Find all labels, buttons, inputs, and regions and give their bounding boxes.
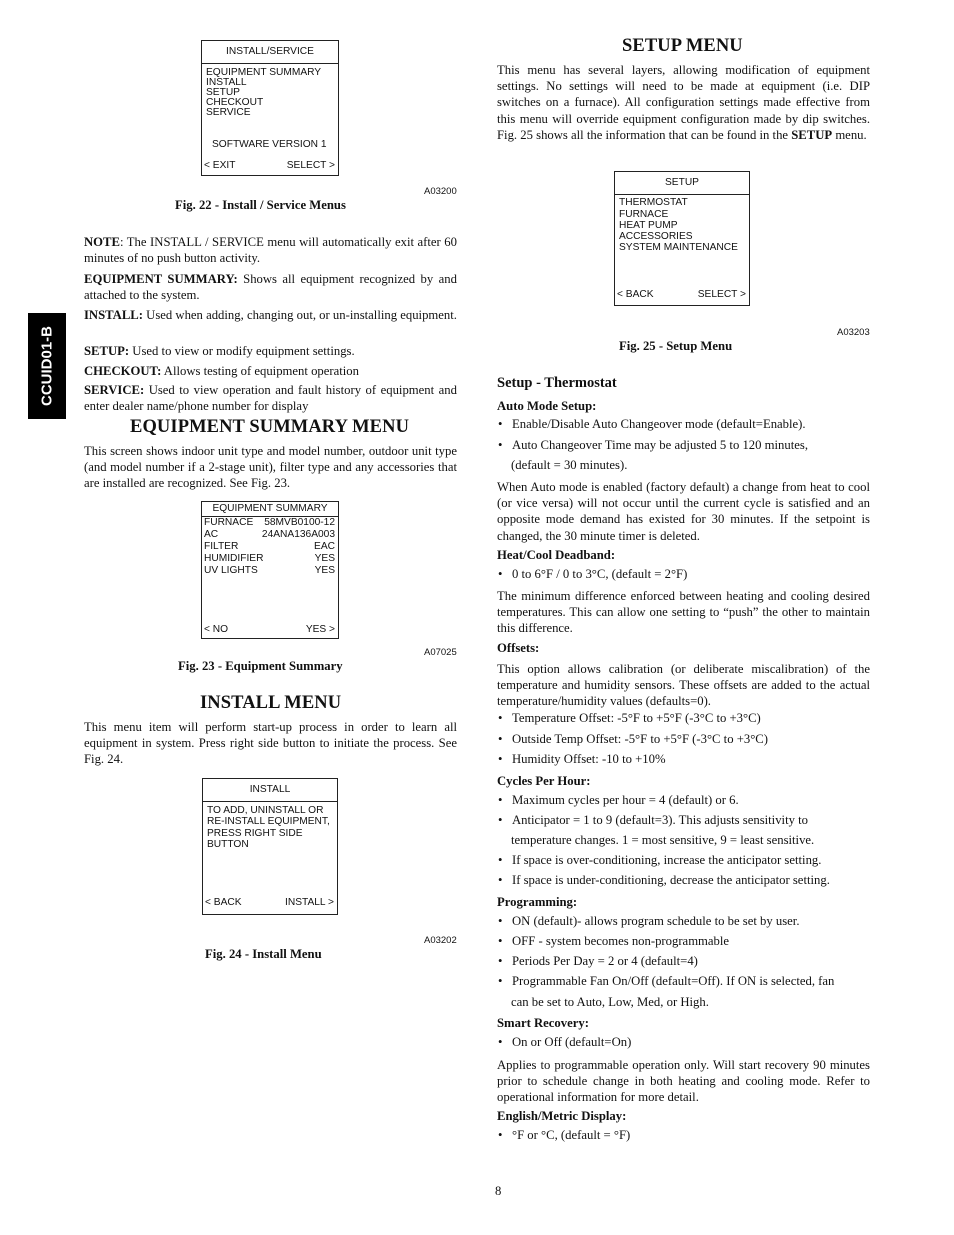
auto-mode-paragraph: When Auto mode is enabled (factory default) a change from heat to cool (or vice versa) will not occur until the current cycle is satisfied and an opposite mode demand has existed for 30 minutes. If the setpoint is changed, the 30 minute timer is deleted. xyxy=(497,480,870,543)
figure-code: A03200 xyxy=(424,186,457,197)
bullet-item: • If space is under-conditioning, decrease the anticipator setting. xyxy=(498,873,830,887)
bullet-text: Periods Per Day = 2 or 4 (default=4) xyxy=(512,954,698,968)
figure-caption: Fig. 24 - Install Menu xyxy=(205,947,322,961)
setup-bold: SETUP xyxy=(791,127,833,142)
bullet-item: • Anticipator = 1 to 9 (default=3). This adjusts sensitivity to xyxy=(498,813,808,827)
instruction-line: BUTTON xyxy=(207,839,249,850)
definition: Allows testing of equipment operation xyxy=(161,364,359,378)
summary-row xyxy=(204,518,335,529)
figure-code: A03202 xyxy=(424,935,457,946)
bullet-text: Temperature Offset: -5°F to +5°F (-3°C to +3°C) xyxy=(512,711,761,725)
summary-row xyxy=(204,542,335,553)
setup-thermostat-heading: Setup - Thermostat xyxy=(497,375,617,391)
setup-menu-paragraph xyxy=(497,62,870,143)
definition: Shows all equipment recognized by and attached to the system. xyxy=(84,272,457,303)
install-service-screen xyxy=(201,40,339,176)
software-version: SOFTWARE VERSION 1 xyxy=(212,139,327,150)
bullet-continuation: (default = 30 minutes). xyxy=(511,458,628,472)
softkey-row xyxy=(204,625,335,636)
bullet-text: Programmable Fan On/Off (default=Off). If ON is selected, fan xyxy=(512,974,835,988)
setup-definition xyxy=(84,343,457,359)
bullet-continuation: can be set to Auto, Low, Med, or High. xyxy=(511,995,709,1009)
instruction-line: PRESS RIGHT SIDE xyxy=(207,828,303,839)
term: SETUP: xyxy=(84,344,130,358)
bullet-text: OFF - system becomes non-programmable xyxy=(512,934,730,948)
equipment-summary-definition xyxy=(84,271,457,303)
bullet-item: • Humidity Offset: -10 to +10% xyxy=(498,752,666,766)
figure-caption: Fig. 23 - Equipment Summary xyxy=(178,659,343,673)
bullet-item: • Outside Temp Offset: -5°F to +5°F (-3°C to +3°C) xyxy=(498,732,768,746)
bullet-item: • Temperature Offset: -5°F to +5°F (-3°C to +3°C) xyxy=(498,711,761,725)
menu-item[interactable]: ACCESSORIES xyxy=(619,231,693,242)
summary-value: 24ANA136A003 xyxy=(261,529,335,540)
summary-value: 58MVB0100-12 xyxy=(264,517,335,528)
checkout-definition xyxy=(84,363,457,379)
screen-header: EQUIPMENT SUMMARY xyxy=(202,502,338,517)
figure-code: A07025 xyxy=(424,647,457,658)
bullet-text: Maximum cycles per hour = 4 (default) or 6. xyxy=(512,793,739,807)
cycles-label: Cycles Per Hour: xyxy=(497,774,591,788)
bullet-text: Enable/Disable Auto Changeover mode (default=Enable). xyxy=(512,417,806,431)
equipment-summary-paragraph: This screen shows indoor unit type and model number, outdoor unit type (and model number if a 2-stage unit), filter type and any accessories that are installed are recognized. See Fig. 23. xyxy=(84,444,457,491)
back-softkey[interactable]: < BACK xyxy=(617,289,654,300)
menu-item[interactable]: SETUP xyxy=(206,87,240,98)
term: INSTALL: xyxy=(84,308,143,322)
instruction-line: RE-INSTALL EQUIPMENT, xyxy=(207,816,330,827)
note-label: NOTE xyxy=(84,235,120,249)
bullet-continuation: temperature changes. 1 = most sensitive, 9 = least sensitive. xyxy=(511,833,815,847)
programming-label: Programming: xyxy=(497,895,578,909)
menu-item[interactable]: HEAT PUMP xyxy=(619,220,678,231)
bullet-text: °F or °C, (default = °F) xyxy=(512,1128,631,1142)
back-softkey[interactable]: < BACK xyxy=(205,897,242,908)
install-menu-heading: INSTALL MENU xyxy=(200,693,342,713)
select-softkey[interactable]: SELECT > xyxy=(697,289,746,300)
definition: Used to view operation and fault history of equipment and enter dealer name/phone number for display xyxy=(84,383,457,414)
bullet-item: • Programmable Fan On/Off (default=Off). If ON is selected, fan xyxy=(498,974,835,988)
bullet-item: • °F or °C, (default = °F) xyxy=(498,1128,631,1142)
definition: Used when adding, changing out, or un-installing equipment. xyxy=(143,308,457,322)
screen-header: INSTALL xyxy=(203,779,337,802)
bullet-text: If space is under-conditioning, decrease the anticipator setting. xyxy=(512,873,830,887)
note-text: : The INSTALL / SERVICE menu will automatically exit after 60 minutes of no push button activity. xyxy=(84,235,457,266)
summary-value: EAC xyxy=(314,541,335,552)
install-definition xyxy=(84,307,457,323)
page-number: 8 xyxy=(495,1184,502,1198)
summary-row xyxy=(204,554,335,565)
bullet-item: • OFF - system becomes non-programmable xyxy=(498,934,730,948)
summary-key: FILTER xyxy=(204,541,239,552)
smart-recovery-paragraph: Applies to programmable operation only. Will start recovery 90 minutes prior to schedule change in both heating and cooling mode. Refer to operational information for more detail. xyxy=(497,1058,870,1105)
softkey-row xyxy=(204,161,335,172)
instruction-line: TO ADD, UNINSTALL OR xyxy=(207,805,324,816)
install-menu-paragraph: This menu item will perform start-up process in order to learn all equipment in system. Press right side button to initiate the process. See Fig. 24. xyxy=(84,720,457,767)
bullet-text: Outside Temp Offset: -5°F to +5°F (-3°C to +3°C) xyxy=(512,732,768,746)
softkey-row xyxy=(205,898,334,909)
english-metric-label: English/Metric Display: xyxy=(497,1109,627,1123)
screen-header: INSTALL/SERVICE xyxy=(202,41,338,64)
offsets-label: Offsets: xyxy=(497,641,540,655)
bullet-text: Humidity Offset: -10 to +10% xyxy=(512,752,666,766)
setup-menu-heading: SETUP MENU xyxy=(622,36,743,56)
menu-item[interactable]: EQUIPMENT SUMMARY xyxy=(206,67,322,78)
summary-row xyxy=(204,566,335,577)
service-definition xyxy=(84,382,457,414)
bullet-item: • Enable/Disable Auto Changeover mode (default=Enable). xyxy=(498,417,806,431)
bullet-text: Auto Changeover Time may be adjusted 5 to 120 minutes, xyxy=(512,438,809,452)
smart-recovery-label: Smart Recovery: xyxy=(497,1016,589,1030)
bullet-item: • If space is over-conditioning, increase the anticipator setting. xyxy=(498,853,822,867)
offsets-paragraph: This option allows calibration (or deliberate miscalibration) of the temperature and humidity sensors. These offsets are added to the actual temperature/humidity values (defaults=0). xyxy=(497,662,870,709)
menu-item[interactable]: THERMOSTAT xyxy=(619,197,688,208)
side-tab-label: CCUID01-B xyxy=(38,325,56,407)
summary-key: AC xyxy=(204,529,219,540)
definition: Used to view or modify equipment settings. xyxy=(129,344,355,358)
bullet-text: 0 to 6°F / 0 to 3°C, (default = 2°F) xyxy=(512,567,688,581)
bullet-text: Anticipator = 1 to 9 (default=3). This adjusts sensitivity to xyxy=(512,813,808,827)
menu-item[interactable]: INSTALL xyxy=(206,77,247,88)
screen-header: SETUP xyxy=(615,172,749,195)
bullet-text: If space is over-conditioning, increase the anticipator setting. xyxy=(512,853,822,867)
deadband-paragraph: The minimum difference enforced between heating and cooling desired temperatures. This can allow one setting to “push” the other to maintain this difference. xyxy=(497,589,870,636)
bullet-item: • Auto Changeover Time may be adjusted 5 to 120 minutes, xyxy=(498,438,809,452)
bullet-item: • ON (default)- allows program schedule to be set by user. xyxy=(498,914,800,928)
summary-value: YES xyxy=(314,565,335,576)
yes-softkey[interactable]: YES > xyxy=(305,624,335,635)
term: EQUIPMENT SUMMARY: xyxy=(84,272,238,286)
summary-row xyxy=(204,530,335,541)
setup-text: This menu has several layers, allowing modification of equipment settings. No settings will need to be made at equipment (i.e. DIP switches on a furnace). All configuration settings made effective from this menu will override equipment configuration made by dip switches. Fig. 25 shows all the information that can be found in the xyxy=(497,63,870,142)
select-softkey[interactable]: SELECT > xyxy=(286,160,335,171)
bullet-text: ON (default)- allows program schedule to be set by user. xyxy=(512,914,800,928)
equipment-summary-heading: EQUIPMENT SUMMARY MENU xyxy=(130,417,410,437)
deadband-label: Heat/Cool Deadband: xyxy=(497,548,616,562)
install-softkey[interactable]: INSTALL > xyxy=(285,897,334,908)
bullet-text: On or Off (default=On) xyxy=(512,1035,632,1049)
summary-value: YES xyxy=(314,553,335,564)
bullet-item: • On or Off (default=On) xyxy=(498,1035,632,1049)
bullet-item: • Maximum cycles per hour = 4 (default) or 6. xyxy=(498,793,739,807)
softkey-row xyxy=(617,290,746,301)
summary-key: HUMIDIFIER xyxy=(204,553,264,564)
figure-caption: Fig. 25 - Setup Menu xyxy=(619,339,733,353)
term: CHECKOUT: xyxy=(84,364,162,378)
install-screen xyxy=(202,778,338,915)
figure-code: A03203 xyxy=(837,327,870,338)
bullet-item: • Periods Per Day = 2 or 4 (default=4) xyxy=(498,954,698,968)
setup-text-end: menu. xyxy=(832,127,867,142)
equipment-summary-screen xyxy=(201,501,339,639)
summary-key: UV LIGHTS xyxy=(204,565,258,576)
menu-item[interactable]: SYSTEM MAINTENANCE xyxy=(619,242,738,253)
term: SERVICE: xyxy=(84,383,145,397)
menu-item[interactable]: CHECKOUT xyxy=(206,97,264,108)
auto-mode-label: Auto Mode Setup: xyxy=(497,399,597,413)
figure-caption: Fig. 22 - Install / Service Menus xyxy=(175,198,346,212)
setup-screen xyxy=(614,171,750,306)
no-softkey[interactable]: < NO xyxy=(204,624,229,635)
note-paragraph xyxy=(84,234,457,266)
exit-softkey[interactable]: < EXIT xyxy=(204,160,236,171)
menu-item[interactable]: FURNACE xyxy=(619,209,669,220)
menu-item[interactable]: SERVICE xyxy=(206,107,251,118)
side-tab xyxy=(28,313,66,419)
bullet-item: • 0 to 6°F / 0 to 3°C, (default = 2°F) xyxy=(498,567,688,581)
summary-key: FURNACE xyxy=(204,517,254,528)
